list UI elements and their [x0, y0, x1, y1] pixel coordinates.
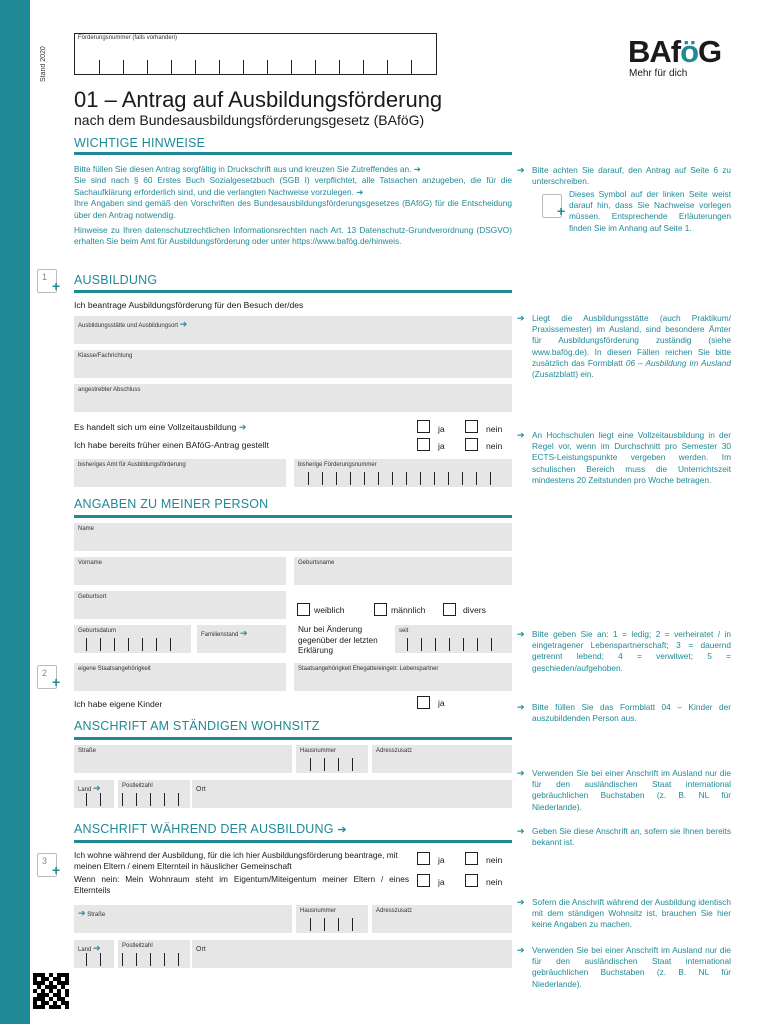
gender-maennlich-label: männlich: [391, 605, 426, 615]
logo-slogan: Mehr für dich: [629, 68, 688, 79]
field-geburtsort[interactable]: Geburtsort: [74, 591, 286, 619]
page-title: 01 – Antrag auf Ausbildungsförderung: [74, 87, 443, 112]
field-vorname[interactable]: Vorname: [74, 557, 286, 585]
teal-sidebar: [0, 0, 30, 1024]
frueher-ja-label: ja: [438, 441, 445, 451]
question-eigentum: Wenn nein: Mein Wohnraum steht im Eigentum/Miteigentum meiner Eltern / eines Elternteils: [74, 874, 409, 895]
bafoeg-logo: BAföG: [628, 34, 722, 69]
field-hausnummer-ausbildung[interactable]: Hausnummer: [296, 905, 368, 933]
section-rule: [74, 290, 512, 293]
field-abschluss[interactable]: angestrebter Abschluss: [74, 384, 512, 412]
field-staatsangehoerigkeit[interactable]: eigene Staatsangehörigkeit: [74, 663, 286, 691]
gender-divers-label: divers: [463, 605, 486, 615]
eigentum-nein-checkbox[interactable]: [465, 874, 478, 887]
note-kinder: ➔ Bitte füllen Sie das Formblatt 04 – Kinder der auszubildenden Person aus.: [517, 702, 731, 724]
nachweis-icon-1: 1 +: [37, 269, 57, 293]
field-familienstand[interactable]: Familienstand ➔: [197, 625, 286, 653]
note-unterschrift: ➔ Bitte achten Sie darauf, den Antrag auf Seite 6 zu unterschreiben.: [517, 165, 731, 187]
section-heading-hinweise: WICHTIGE HINWEISE: [74, 136, 206, 150]
vollzeit-nein-checkbox[interactable]: [465, 420, 478, 433]
question-wohnen-eltern: Ich wohne während der Ausbildung, für die ich hier Ausbildungsförderung beantrage, mit meinen Eltern / einem Elternteil in häuslicher Gemeinschaft: [74, 850, 398, 871]
field-postleitzahl-ausbildung[interactable]: Postleitzahl: [118, 940, 190, 968]
field-hausnummer[interactable]: Hausnummer: [296, 745, 368, 773]
section-rule: [74, 737, 512, 740]
section-heading-person: ANGABEN ZU MEINER PERSON: [74, 497, 269, 511]
field-seit[interactable]: seit: [395, 625, 512, 653]
eigentum-ja-checkbox[interactable]: [417, 874, 430, 887]
note-ausland-anschrift: ➔ Verwenden Sie bei einer Anschrift im Ausland nur die für den ausländischen Staat international gebräuchlichen Buchstaben (z. B. NL für Niederlande).: [517, 768, 731, 812]
hinweise-text: Bitte füllen Sie diesen Antrag sorgfältig in Druckschrift aus und kreuzen Sie Zutreffendes an. ➔ Sie sind nach § 60 Erstes Buch Sozialgesetzbuch (SGB I) verpflichtet, alle Tatsachen anzugeben, die für die Sachaufklärung erforderlich sind, und die verlangten Nachweise vorzulegen. ➔ Ihre Angaben sind gemäß den Vorschriften des Bundesausbildungsförderungsgesetzes (BAföG) für die Entscheidung über den Antrag notwendig. Hinweise zu Ihren datenschutzrechtlichen Informationsrechten nach Art. 13 Datenschutz-Grundverordnung (DSGVO) erhalten Sie beim Amt für Ausbildungsförderung oder unter https://www.bafög.de/hinweis.: [74, 164, 512, 247]
note-ausland-anschrift-2: ➔ Verwenden Sie bei einer Anschrift im Ausland nur die für den ausländischen Staat international gebräuchlichen Buchstaben (z. B. NL für Niederlande).: [517, 945, 731, 989]
field-strasse-ausbildung[interactable]: ➔ Straße: [74, 905, 292, 933]
page-subtitle: nach dem Bundesausbildungsförderungsgesetz (BAföG): [74, 112, 425, 128]
note-familienstand: ➔ Bitte geben Sie an: 1 = ledig; 2 = verheiratet / in eingetragener Lebenspartnerschaft; 3 = dauernd getrennt lebend; 4 = verwitwet; 5 = geschieden/aufgehoben.: [517, 629, 731, 673]
section-heading-waehrend: ANSCHRIFT WÄHREND DER AUSBILDUNG ➔: [74, 822, 347, 836]
eltern-ja-checkbox[interactable]: [417, 852, 430, 865]
nachweis-icon-3: 3 +: [37, 853, 57, 877]
kinder-ja-checkbox[interactable]: [417, 696, 430, 709]
eltern-nein-checkbox[interactable]: [465, 852, 478, 865]
vollzeit-ja-label: ja: [438, 424, 445, 434]
field-staatsangehoerigkeit-ehegatte[interactable]: Staatsangehörigkeit Ehegatte/eingetr. Lebenspartner: [294, 663, 512, 691]
frueher-nein-checkbox[interactable]: [465, 438, 478, 451]
note-symbol: Dieses Symbol auf der linken Seite weist darauf hin, dass Sie Nachweise vorlegen müssen. Entsprechende Erläuterungen finden Sie im Anhang auf Seite 1.: [569, 189, 731, 233]
ausbildung-intro: Ich beantrage Ausbildungsförderung für den Besuch der/des: [74, 300, 304, 310]
qr-code: [33, 973, 69, 1009]
note-identisch: ➔ Sofern die Anschrift während der Ausbildung identisch mit dem ständigen Wohnsitz ist, brauchen Sie hier keine Angaben zu machen.: [517, 897, 731, 930]
field-strasse[interactable]: Straße: [74, 745, 292, 773]
kinder-ja-label: ja: [438, 698, 445, 708]
field-klasse[interactable]: Klasse/Fachrichtung: [74, 350, 512, 378]
field-bisherige-foerderungsnummer[interactable]: bisherige Förderungsnummer: [294, 459, 512, 487]
field-ausbildungsstaette[interactable]: Ausbildungsstätte und Ausbildungsort ➔: [74, 316, 512, 344]
section-rule: [74, 152, 512, 155]
field-postleitzahl[interactable]: Postleitzahl: [118, 780, 190, 808]
gender-weiblich-label: weiblich: [314, 605, 345, 615]
frueher-nein-label: nein: [486, 441, 503, 451]
gender-weiblich-checkbox[interactable]: [297, 603, 310, 616]
field-geburtsdatum[interactable]: Geburtsdatum: [74, 625, 191, 653]
gender-maennlich-checkbox[interactable]: [374, 603, 387, 616]
field-land-ausbildung[interactable]: Land ➔: [74, 940, 114, 968]
question-frueher: Ich habe bereits früher einen BAföG-Antrag gestellt: [74, 440, 269, 450]
section-rule: [74, 840, 512, 843]
field-ort[interactable]: Ort: [192, 780, 512, 808]
nachweis-icon-2: 2 +: [37, 665, 57, 689]
eltern-nein-label: nein: [486, 855, 503, 865]
frueher-ja-checkbox[interactable]: [417, 438, 430, 451]
note-vollzeit: ➔ An Hochschulen liegt eine Vollzeitausbildung in der Regel vor, wenn im Durchschnitt pro Semester 30 ECTS-Leistungspunkte vergeben werden. Im schulischen Bereich muss die Unterrichtszeit mindestens 20 Zeitstunden pro Woche betragen.: [517, 430, 731, 485]
field-ort-ausbildung[interactable]: Ort: [192, 940, 512, 968]
vollzeit-nein-label: nein: [486, 424, 503, 434]
eigentum-ja-label: ja: [438, 877, 445, 887]
eigentum-nein-label: nein: [486, 877, 503, 887]
eltern-ja-label: ja: [438, 855, 445, 865]
version-stamp: Stand 2020: [40, 46, 47, 82]
gender-divers-checkbox[interactable]: [443, 603, 456, 616]
field-adresszusatz-ausbildung[interactable]: Adresszusatz: [372, 905, 512, 933]
question-kinder: Ich habe eigene Kinder: [74, 699, 163, 709]
field-bisheriges-amt[interactable]: bisheriges Amt für Ausbildungsförderung: [74, 459, 286, 487]
vollzeit-ja-checkbox[interactable]: [417, 420, 430, 433]
aenderung-note: Nur bei Änderung gegenüber der letzten Erklärung: [298, 625, 378, 655]
foerderungsnummer-label: Förderungsnummer (falls vorhanden): [78, 35, 178, 41]
field-name[interactable]: Name: [74, 523, 512, 551]
section-rule: [74, 515, 512, 518]
field-geburtsname[interactable]: Geburtsname: [294, 557, 512, 585]
field-land[interactable]: Land ➔: [74, 780, 114, 808]
question-vollzeit: Es handelt sich um eine Vollzeitausbildung ➔: [74, 422, 247, 432]
section-heading-ausbildung: AUSBILDUNG: [74, 273, 158, 287]
note-anschrift-bekannt: ➔ Geben Sie diese Anschrift an, sofern sie Ihnen bereits bekannt ist.: [517, 826, 731, 848]
nachweis-icon: +: [542, 194, 562, 218]
note-ausland: ➔ Liegt die Ausbildungsstätte (auch Praktikum/ Praxissemester) im Ausland, sind besondere Ämter für Ausbildungsförderung zuständig (siehe www.bafög.de). In diesen Fällen reichen Sie bitte zusätzlich das Formblatt 06 – Ausbildung im Ausland (Zusatzblatt) ein.: [517, 313, 731, 380]
field-adresszusatz[interactable]: Adresszusatz: [372, 745, 512, 773]
section-heading-wohnsitz: ANSCHRIFT AM STÄNDIGEN WOHNSITZ: [74, 719, 320, 733]
